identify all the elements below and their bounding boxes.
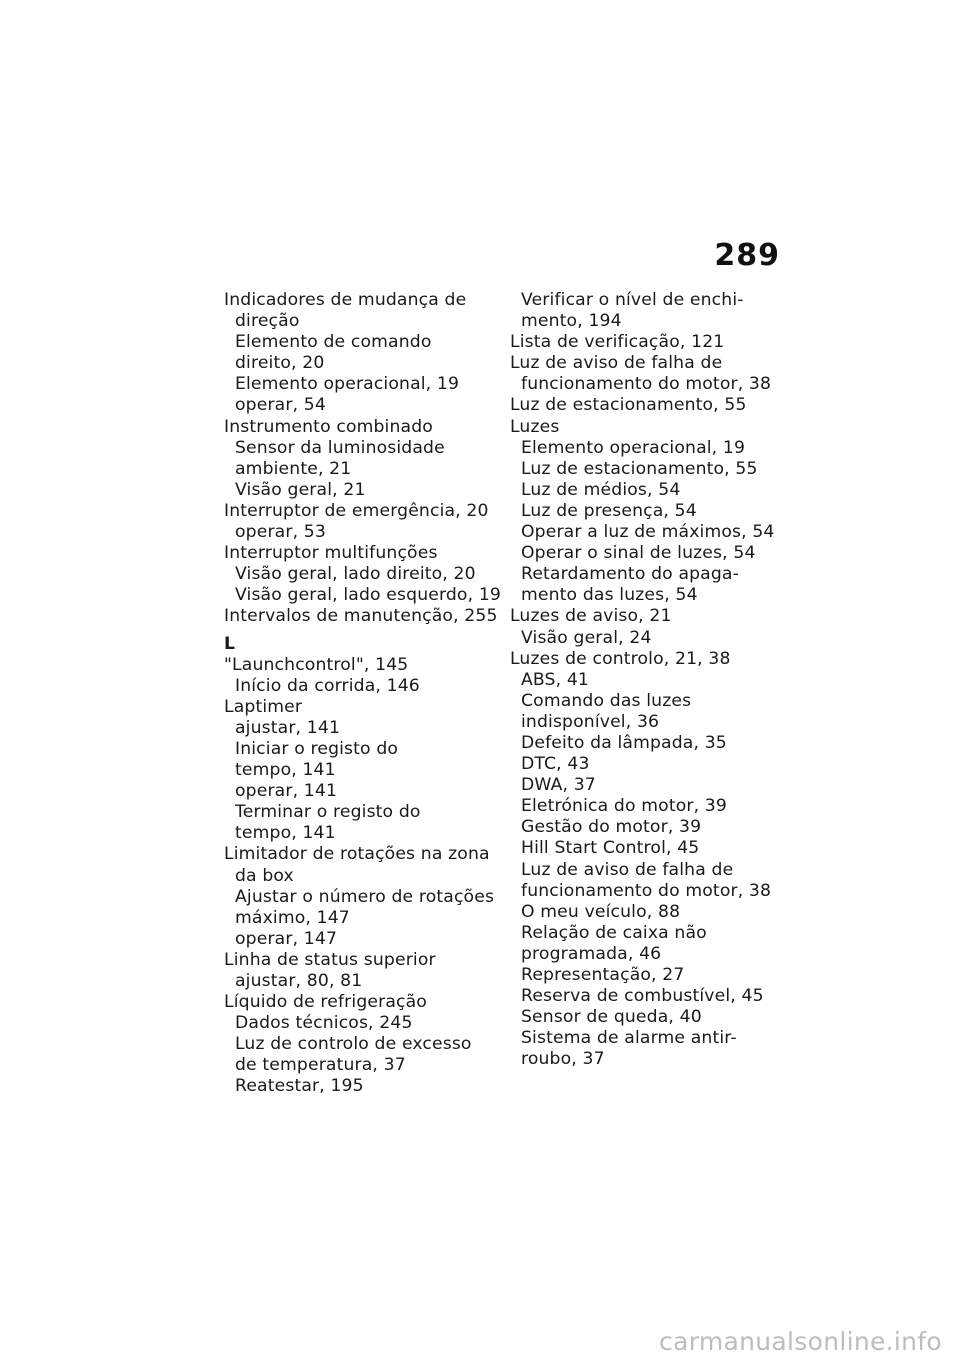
index-subentry: Visão geral, 21 <box>235 479 366 500</box>
index-column-right <box>510 290 792 1070</box>
index-subentry: Sensor de queda, 40 <box>521 1007 702 1028</box>
index-entry: Líquido de refrigeração <box>224 992 427 1013</box>
index-subentry: mento das luzes, 54 <box>521 585 698 606</box>
index-entry: Intervalos de manutenção, 255 <box>224 606 498 627</box>
index-entry: Luz de aviso de falha de <box>510 353 723 374</box>
index-letter-heading: L <box>224 633 236 654</box>
index-subentry: Luz de controlo de excesso <box>235 1034 472 1055</box>
index-subentry: mento, 194 <box>521 311 622 332</box>
index-subentry: ajustar, 80, 81 <box>235 971 363 991</box>
index-entry: Luzes de controlo, 21, 38 <box>510 648 731 669</box>
index-entry: Limitador de rotações na zona <box>224 844 490 865</box>
index-subentry: ABS, 41 <box>521 669 590 690</box>
index-subentry: Verificar o nível de enchi- <box>521 290 744 310</box>
index-subentry: Ajustar o número de rotações <box>235 886 495 907</box>
index-subentry: Sistema de alarme antir- <box>521 1028 737 1049</box>
index-subentry: operar, 54 <box>235 395 326 416</box>
index-subentry: Iniciar o registo do <box>235 738 399 759</box>
index-subentry: Reatestar, 195 <box>235 1076 364 1097</box>
index-subentry: Luz de aviso de falha de <box>521 859 734 880</box>
index-entry: Laptimer <box>224 696 303 717</box>
index-subentry: Luz de médios, 54 <box>521 479 681 500</box>
index-subentry: Elemento de comando <box>235 332 432 353</box>
index-subentry: Luz de presença, 54 <box>521 500 697 521</box>
index-subentry: Visão geral, 24 <box>521 627 652 648</box>
index-subentry: Defeito da lâmpada, 35 <box>521 732 727 753</box>
index-subentry: Hill Start Control, 45 <box>521 838 700 859</box>
index-subentry: Sensor da luminosidade <box>235 437 445 458</box>
index-entry: Interruptor multifunções <box>224 543 438 564</box>
index-subentry: Operar a luz de máximos, 54 <box>521 522 775 543</box>
index-subentry: direção <box>235 311 300 332</box>
index-subentry: funcionamento do motor, 38 <box>521 880 772 901</box>
index-subentry: Visão geral, lado esquerdo, 19 <box>235 585 501 606</box>
index-subentry: DTC, 43 <box>521 754 590 775</box>
watermark[interactable]: carmanualsonline.info <box>659 1327 942 1356</box>
index-subentry: Reserva de combustível, 45 <box>521 986 764 1007</box>
index-subentry: funcionamento do motor, 38 <box>521 374 772 395</box>
index-subentry: Visão geral, lado direito, 20 <box>235 564 476 585</box>
index-subentry: Dados técnicos, 245 <box>235 1013 413 1034</box>
index-entry: Linha de status superior <box>224 949 436 970</box>
page-number: 289 <box>714 238 780 273</box>
index-subentry: ambiente, 21 <box>235 458 352 479</box>
index-entry: Indicadores de mudança de <box>224 290 467 310</box>
index-subentry: operar, 53 <box>235 522 326 543</box>
index-subentry: indisponível, 36 <box>521 711 660 732</box>
index-subentry: tempo, 141 <box>235 823 336 844</box>
index-column-left <box>224 290 506 1098</box>
index-entry: Lista de verificação, 121 <box>510 332 725 353</box>
index-subentry: Gestão do motor, 39 <box>521 817 702 838</box>
index-subentry: roubo, 37 <box>521 1049 605 1070</box>
index-subentry: DWA, 37 <box>521 775 596 796</box>
index-subentry: operar, 147 <box>235 928 338 949</box>
index-subentry: operar, 141 <box>235 781 338 802</box>
index-subentry: Eletrónica do motor, 39 <box>521 796 727 817</box>
index-subentry: máximo, 147 <box>235 907 350 928</box>
index-subentry: Comando das luzes <box>521 690 692 711</box>
index-subentry: Terminar o registo do <box>235 802 421 823</box>
index-entry: Luzes <box>510 416 560 437</box>
index-subentry: de temperatura, 37 <box>235 1055 406 1076</box>
index-subentry: O meu veículo, 88 <box>521 901 681 922</box>
index-subentry: programada, 46 <box>521 943 662 964</box>
index-subentry: tempo, 141 <box>235 760 336 781</box>
index-entry: "Launchcontrol", 145 <box>224 654 409 675</box>
index-subentry: Representação, 27 <box>521 965 685 985</box>
index-subentry: Luz de estacionamento, 55 <box>521 458 758 479</box>
index-subentry: Retardamento do apaga- <box>521 564 739 585</box>
index-subentry: Elemento operacional, 19 <box>521 437 746 458</box>
index-subentry: direito, 20 <box>235 353 325 374</box>
index-subentry: Início da corrida, 146 <box>235 675 420 696</box>
index-entry: Luzes de aviso, 21 <box>510 606 672 627</box>
index-subentry: ajustar, 141 <box>235 717 341 738</box>
index-entry: Luz de estacionamento, 55 <box>510 395 747 416</box>
index-entry: Interruptor de emergência, 20 <box>224 500 489 521</box>
index-subentry: Operar o sinal de luzes, 54 <box>521 543 756 564</box>
index-subentry: Relação de caixa não <box>521 922 707 943</box>
index-subentry: Elemento operacional, 19 <box>235 374 460 395</box>
index-entry: Instrumento combinado <box>224 416 433 437</box>
index-subentry: da box <box>235 865 294 886</box>
